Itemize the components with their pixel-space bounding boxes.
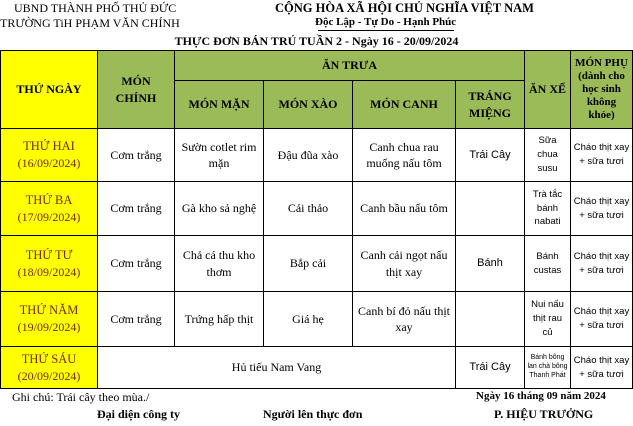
salty-cell: Chả cá thu kho thơm <box>175 236 264 292</box>
day-cell <box>1 236 98 292</box>
vice-principal-label: P. HIỆU TRƯỞNG <box>494 407 594 421</box>
soup-cell: Canh cải ngọt nấu thịt xay <box>353 236 456 292</box>
snack-cell: Bánh custas <box>525 236 571 292</box>
menu-title: THỰC ĐƠN BÁN TRÚ TUẦN 2 - Ngày 16 - 20/09/2024 <box>174 34 459 48</box>
footer-note: Ghi chú: Trái cây theo mùa./ <box>12 390 150 404</box>
dessert-cell: Bánh <box>456 236 525 292</box>
day-name: THỨ BA <box>25 192 73 207</box>
header-stirfry: MÓN XÀO <box>264 81 353 129</box>
table-row <box>1 182 633 236</box>
soup-cell: Canh chua rau muống nấu tôm <box>353 129 456 182</box>
salty-cell: Gà kho sả nghệ <box>175 182 264 236</box>
dessert-cell: Trái Cây <box>456 347 525 389</box>
header-dessert: TRÁNG MIỆNG <box>456 81 525 129</box>
day-date: (19/09/2024) <box>17 320 81 335</box>
org-name-line1: UBND THÀNH PHỐ THỦ ĐỨC <box>14 1 177 15</box>
day-cell <box>1 292 98 347</box>
signing-date: Ngày 16 tháng 09 năm 2024 <box>476 390 606 402</box>
header-snack: ĂN XẾ <box>525 51 571 129</box>
soup-cell: Canh bí đỏ nấu thịt xay <box>353 292 456 347</box>
snack-cell: Trà tắc bánh nabati <box>525 182 571 236</box>
table-row <box>1 236 633 292</box>
stirfry-cell: Cải thảo <box>264 182 353 236</box>
day-date: (20/09/2024) <box>17 368 81 383</box>
snack-cell: Sữa chua susu <box>525 129 571 182</box>
header-soup: MÓN CANH <box>353 81 456 129</box>
main-dish-cell: Cơm trắng <box>98 182 175 236</box>
table-row <box>1 129 633 182</box>
nation-motto: Độc Lập - Tự Do - Hạnh Phúc <box>315 16 457 28</box>
menu-preparer-label: Người lên thực đơn <box>263 407 363 421</box>
day-cell <box>1 347 98 389</box>
day-cell <box>1 129 98 182</box>
stirfry-cell: Giá hẹ <box>264 292 353 347</box>
header-lunch: ĂN TRƯA <box>175 51 525 81</box>
day-date: (18/09/2024) <box>17 264 81 279</box>
day-cell <box>1 182 98 236</box>
day-name: THỨ SÁU <box>21 351 77 366</box>
snack-cell: Nui nấu thịt rau củ <box>525 292 571 347</box>
day-name: THỨ HAI <box>23 139 75 154</box>
school-name: TRƯỜNG TiH PHẠM VĂN CHÍNH <box>0 16 180 30</box>
header-day: THỨ NGÀY <box>1 51 98 129</box>
extra-cell: Cháo thịt xay + sữa tươi <box>571 236 633 292</box>
extra-cell: Cháo thịt xay + sữa tươi <box>571 292 633 347</box>
day-date: (17/09/2024) <box>17 209 81 224</box>
merged-meal-cell: Hủ tiếu Nam Vang <box>98 347 456 389</box>
soup-cell: Canh bầu nấu tôm <box>353 182 456 236</box>
extra-cell: Cháo thịt xay + sữa tươi <box>571 347 633 389</box>
day-date: (16/09/2024) <box>17 156 81 171</box>
main-dish-cell: Cơm trắng <box>98 236 175 292</box>
header-extra: MÓN PHỤ (dành cho học sinh không khỏe) <box>571 51 633 129</box>
main-dish-cell: Cơm trắng <box>98 292 175 347</box>
day-name: THỨ TƯ <box>25 247 73 262</box>
motto-underline <box>318 30 454 31</box>
main-dish-cell: Cơm trắng <box>98 129 175 182</box>
extra-cell: Cháo thịt xay + sữa tươi <box>571 182 633 236</box>
salty-cell: Trứng hấp thịt <box>175 292 264 347</box>
salty-cell: Sườn cotlet rim mặn <box>175 129 264 182</box>
day-name: THỨ NĂM <box>19 303 79 318</box>
dessert-cell <box>456 182 525 236</box>
table-row <box>1 292 633 347</box>
dessert-cell <box>456 292 525 347</box>
stirfry-cell: Đậu đũa xào <box>264 129 353 182</box>
menu-table <box>0 50 633 389</box>
header-main-dish: MÓN CHÍNH <box>98 51 175 129</box>
stirfry-cell: Bắp cải <box>264 236 353 292</box>
header-salty: MÓN MẶN <box>175 81 264 129</box>
company-representative-label: Đại diện công ty <box>97 407 181 421</box>
dessert-cell: Trái Cây <box>456 129 525 182</box>
snack-cell: Bánh bông lan chà bông Thanh Phát <box>525 347 571 389</box>
table-row <box>1 347 633 389</box>
extra-cell: Cháo thịt xay + sữa tươi <box>571 129 633 182</box>
nation-title: CỘNG HÒA XÃ HỘI CHỦ NGHĨA VIỆT NAM <box>275 1 534 15</box>
